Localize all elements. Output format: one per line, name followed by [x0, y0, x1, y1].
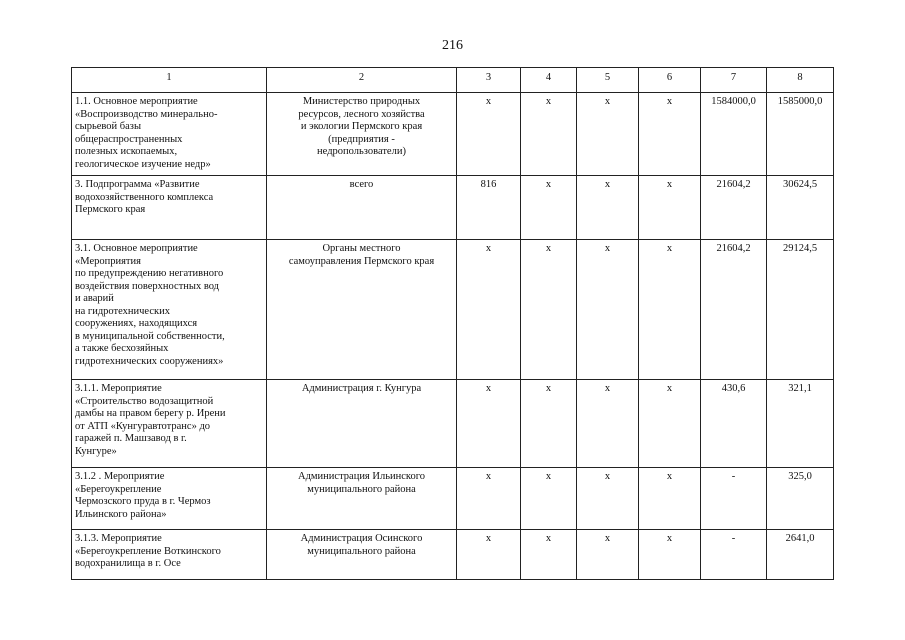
row-cell-6: x	[639, 176, 701, 240]
row-executor-cell: Администрация Осинского муниципального района	[267, 530, 457, 580]
row-cell-5: x	[577, 468, 639, 530]
table-row	[72, 240, 834, 380]
header-cell-2: 2	[267, 68, 457, 93]
table-row	[72, 93, 834, 176]
row-cell-8: 2641,0	[767, 530, 834, 580]
row-cell-8: 325,0	[767, 468, 834, 530]
row-executor-cell: Администрация Ильинского муниципального района	[267, 468, 457, 530]
row-executor-cell: всего	[267, 176, 457, 240]
row-cell-7: -	[701, 530, 767, 580]
table-row	[72, 176, 834, 240]
row-cell-5: x	[577, 176, 639, 240]
table-row	[72, 468, 834, 530]
row-cell-8: 321,1	[767, 380, 834, 468]
table-row	[72, 380, 834, 468]
row-cell-6: x	[639, 93, 701, 176]
header-cell-8: 8	[767, 68, 834, 93]
row-cell-4: x	[521, 380, 577, 468]
row-cell-3: x	[457, 240, 521, 380]
header-cell-3: 3	[457, 68, 521, 93]
row-cell-3: 816	[457, 176, 521, 240]
row-cell-6: x	[639, 530, 701, 580]
header-row	[72, 68, 834, 93]
row-cell-7: 21604,2	[701, 240, 767, 380]
row-cell-5: x	[577, 240, 639, 380]
row-cell-8: 1585000,0	[767, 93, 834, 176]
row-executor-cell: Министерство природных ресурсов, лесного хозяйства и экологии Пермского края (предприятия - недропользователи)	[267, 93, 457, 176]
row-cell-4: x	[521, 240, 577, 380]
row-name-cell: 3.1. Основное мероприятие «Мероприятия по предупреждению негативного воздействия поверхностных вод и аварий на гидротехнических сооружениях, находящихся в муниципальной собственности, а также бесхозяйных гидротехнических сооружениях»	[72, 240, 267, 380]
budget-table	[71, 67, 834, 580]
row-cell-3: x	[457, 380, 521, 468]
row-cell-4: x	[521, 176, 577, 240]
row-name-cell: 3.1.2 . Мероприятие «Берегоукрепление Чермозского пруда в г. Чермоз Ильинского района»	[72, 468, 267, 530]
row-cell-7: 21604,2	[701, 176, 767, 240]
row-cell-4: x	[521, 530, 577, 580]
row-cell-3: x	[457, 93, 521, 176]
row-cell-6: x	[639, 468, 701, 530]
header-cell-1: 1	[72, 68, 267, 93]
row-cell-6: x	[639, 380, 701, 468]
row-cell-4: x	[521, 93, 577, 176]
row-name-cell: 3. Подпрограмма «Развитие водохозяйственного комплекса Пермского края	[72, 176, 267, 240]
row-cell-6: x	[639, 240, 701, 380]
row-cell-5: x	[577, 93, 639, 176]
page-number: 216	[442, 38, 463, 53]
row-cell-8: 29124,5	[767, 240, 834, 380]
row-name-cell: 3.1.1. Мероприятие «Строительство водозащитной дамбы на правом берегу р. Ирени от АТП «Кунгуравтотранс» до гаражей п. Машзавод в г. Кунгуре»	[72, 380, 267, 468]
row-cell-7: -	[701, 468, 767, 530]
row-cell-7: 1584000,0	[701, 93, 767, 176]
table-row	[72, 530, 834, 580]
row-executor-cell: Органы местного самоуправления Пермского края	[267, 240, 457, 380]
row-cell-8: 30624,5	[767, 176, 834, 240]
row-cell-5: x	[577, 380, 639, 468]
header-cell-7: 7	[701, 68, 767, 93]
row-name-cell: 3.1.3. Мероприятие «Берегоукрепление Воткинского водохранилища в г. Осе	[72, 530, 267, 580]
row-executor-cell: Администрация г. Кунгура	[267, 380, 457, 468]
row-cell-3: x	[457, 530, 521, 580]
header-cell-6: 6	[639, 68, 701, 93]
row-cell-7: 430,6	[701, 380, 767, 468]
row-name-cell: 1.1. Основное мероприятие «Воспроизводство минерально- сырьевой базы общераспространенных полезных ископаемых, геологическое изучение недр»	[72, 93, 267, 176]
row-cell-4: x	[521, 468, 577, 530]
header-cell-4: 4	[521, 68, 577, 93]
header-cell-5: 5	[577, 68, 639, 93]
row-cell-3: x	[457, 468, 521, 530]
row-cell-5: x	[577, 530, 639, 580]
